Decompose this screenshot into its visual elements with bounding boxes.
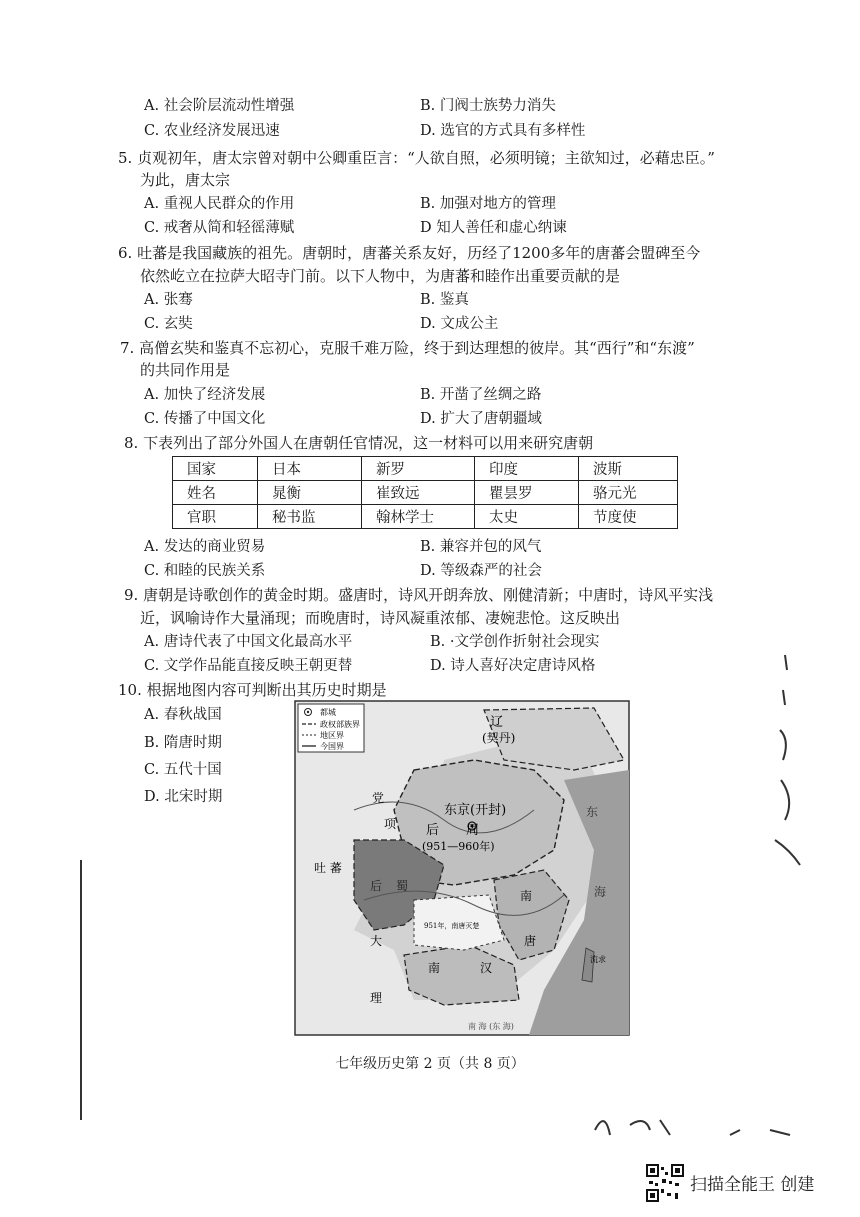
q6-option-a: A. 张骞 [144,292,193,308]
q6-option-c: C. 玄奘 [144,316,193,332]
table-cell: 秘书监 [258,505,362,529]
table-cell: 日本 [258,457,362,481]
scan-noise-bottom [590,1100,800,1150]
q7-option-c: C. 传播了中国文化 [144,411,266,427]
label-dangxiang-1: 党 [372,791,385,805]
table-cell: 姓名 [173,481,258,505]
scanner-brand-text: 扫描全能王 创建 [690,1175,815,1195]
scan-edge-line [80,860,82,1120]
label-liuqiu: 流求 [590,955,606,964]
table-cell: 崔致远 [362,481,475,505]
q4-option-a: A. 社会阶层流动性增强 [144,98,295,114]
table-cell: 太史 [475,505,579,529]
label-houzhou-years: (951—960年) [422,840,495,853]
label-dangxiang-2: 项 [384,817,397,831]
table-cell: 晁衡 [258,481,362,505]
legend-national-border: 今国界 [320,742,344,751]
legend-regime-border: 政权部族界 [320,720,360,729]
label-dali-1: 大 [370,934,383,948]
table-cell: 波斯 [579,457,678,481]
q9-option-b: B. ·文学创作折射社会现实 [430,634,600,650]
label-tubo: 吐 蕃 [314,861,342,875]
legend-capital: 都城 [320,708,336,717]
table-cell: 骆元光 [579,481,678,505]
table-cell: 国家 [173,457,258,481]
q4-option-c: C. 农业经济发展迅速 [144,123,280,139]
table-cell: 官职 [173,505,258,529]
table-row [173,457,678,481]
q10-option-d: D. 北宋时期 [144,789,223,805]
q10-option-b: B. 隋唐时期 [144,735,222,751]
label-houshu-2: 蜀 [396,879,409,893]
q7-option-d: D. 扩大了唐朝疆域 [420,411,542,427]
legend-region-border: 地区界 [320,731,344,740]
q4-option-b: B. 门阀士族势力消失 [420,98,556,114]
q7-stem-line2: 的共同作用是 [140,361,231,379]
table-cell: 新罗 [362,457,475,481]
label-nantang-1: 南 [520,889,533,903]
scan-noise-right [755,650,815,880]
page-footer: 七年级历史第 2 页（共 8 页） [335,1056,525,1072]
q5-stem-line2: 为此，唐太宗 [140,171,231,189]
label-nanhan-2: 汉 [480,961,493,975]
table-cell: 印度 [475,457,579,481]
q10-stem: 10. 根据地图内容可判断出其历史时期是 [118,681,387,699]
table-row [173,481,678,505]
q8-option-d: D. 等级森严的社会 [420,563,542,579]
q9-option-d: D. 诗人喜好决定唐诗风格 [430,658,596,674]
label-houshu-1: 后 [370,879,383,893]
q5-option-d: D 知人善任和虚心纳谏 [420,220,567,236]
officials-table [172,456,678,529]
label-nanhan-1: 南 [428,961,441,975]
q6-stem-line1: 6. 吐蕃是我国藏族的祖先。唐朝时，唐蕃关系友好，历经了1200多年的唐蕃会盟碑至今 [118,244,701,262]
label-houzhou-1: 后 [426,823,440,838]
label-nantang-2: 唐 [524,934,537,948]
label-chu-note: 951年，南唐灭楚 [424,922,480,930]
label-dong: 东 [586,805,599,819]
label-dali-2: 理 [370,991,383,1005]
q5-stem-line1: 5. 贞观初年，唐太宗曾对朝中公卿重臣言：“人欲自照，必须明镜；主欲知过，必藉忠臣。” [118,149,715,167]
table-row [173,505,678,529]
q4-option-d: D. 选官的方式具有多样性 [420,123,586,139]
q10-option-a: A. 春秋战国 [144,707,222,723]
label-nanhai: 南 海 (东 海) [468,1022,514,1031]
q5-option-a: A. 重视人民群众的作用 [144,196,295,212]
table-cell: 瞿昙罗 [475,481,579,505]
q9-stem-line2: 近，讽喻诗作大量涌现；而晚唐时，诗风凝重浓郁、凄婉悲怆。这反映出 [140,609,621,627]
q9-option-c: C. 文学作品能直接反映王朝更替 [144,658,353,674]
label-qidan: (契丹) [482,731,516,745]
q8-stem: 8. 下表列出了部分外国人在唐朝任官情况，这一材料可以用来研究唐朝 [124,434,594,452]
q8-option-c: C. 和睦的民族关系 [144,563,266,579]
table-cell: 节度使 [579,505,678,529]
five-dynasties-map [294,700,630,1036]
q7-stem-line1: 7. 高僧玄奘和鉴真不忘初心，克服千难万险，终于到达理想的彼岸。其“西行”和“东渡” [120,339,695,357]
q9-option-a: A. 唐诗代表了中国文化最高水平 [144,634,353,650]
q5-option-c: C. 戒奢从简和轻徭薄赋 [144,220,295,236]
q9-stem-line1: 9. 唐朝是诗歌创作的黄金时期。盛唐时，诗风开朗奔放、刚健清新；中唐时，诗风平实浅 [124,586,714,604]
q8-option-a: A. 发达的商业贸易 [144,539,266,555]
label-houzhou-2: 周 [466,823,480,838]
q8-option-b: B. 兼容并包的风气 [420,539,542,555]
q7-option-b: B. 开凿了丝绸之路 [420,387,542,403]
q5-option-b: B. 加强对地方的管理 [420,196,556,212]
label-hai: 海 [594,885,607,899]
q10-option-c: C. 五代十国 [144,762,222,778]
label-liao: 辽 [490,715,504,730]
q6-option-b: B. 鉴真 [420,292,469,308]
qr-code-icon [645,1163,685,1203]
table-cell: 翰林学士 [362,505,475,529]
label-dongjing: 东京(开封) [444,803,507,818]
q7-option-a: A. 加快了经济发展 [144,387,266,403]
q6-option-d: D. 文成公主 [420,316,499,332]
q6-stem-line2: 依然屹立在拉萨大昭寺门前。以下人物中，为唐蕃和睦作出重要贡献的是 [140,267,621,285]
